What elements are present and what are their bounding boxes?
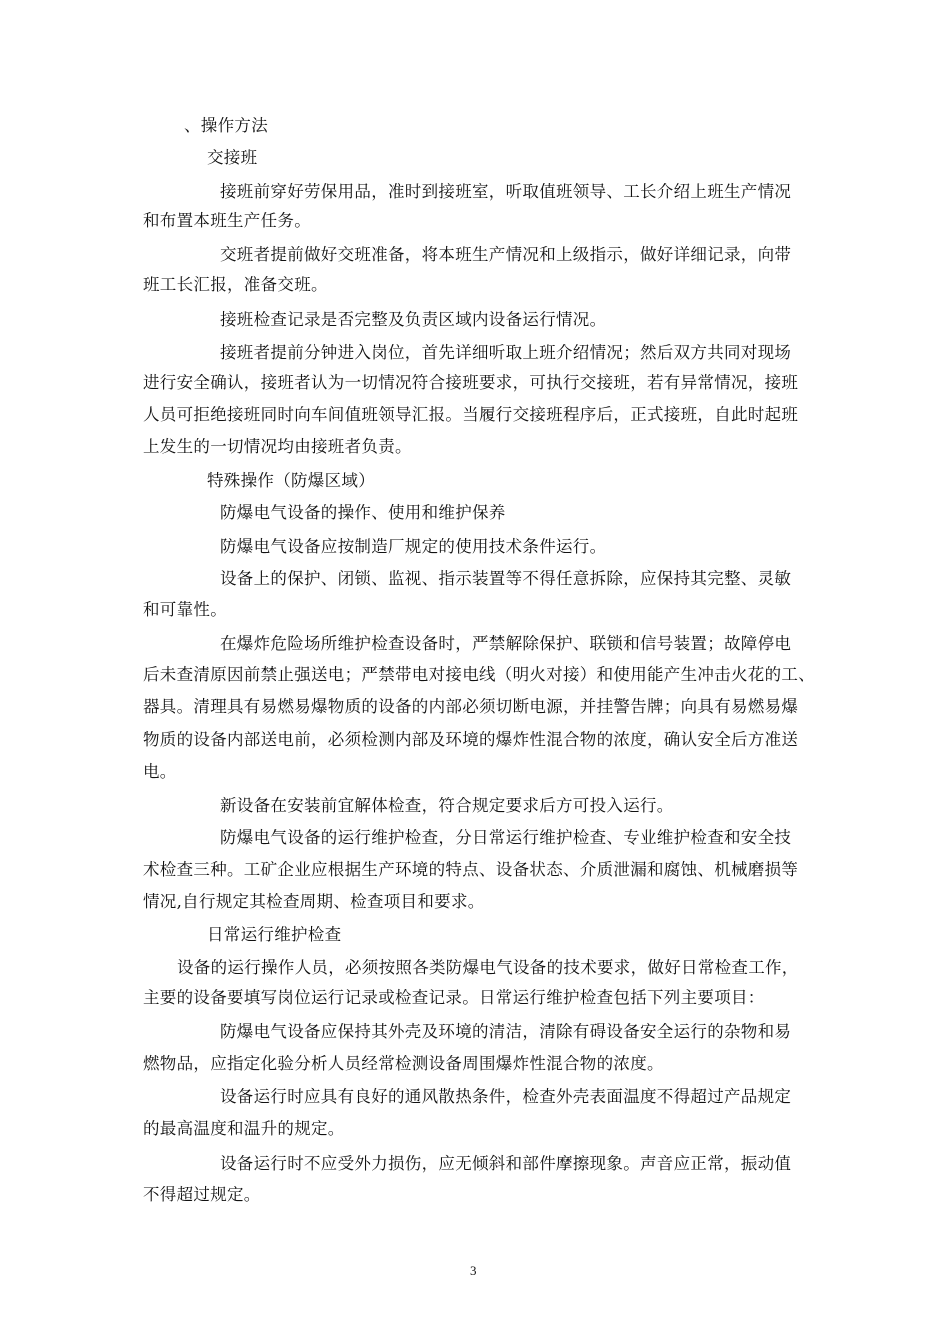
text-line: 防爆电气设备应按制造厂规定的使用技术条件运行。 — [220, 537, 607, 556]
text-line: 接班检查记录是否完整及负责区域内设备运行情况。 — [220, 310, 607, 329]
text-line: 设备的运行操作人员，必须按照各类防爆电气设备的技术要求，做好日常检查工作， — [177, 958, 799, 977]
text-line: 器具。清理具有易燃易爆物质的设备的内部必须切断电源，并挂警告牌；向具有易燃易爆 — [143, 697, 799, 716]
text-line: 设备运行时不应受外力损伤，应无倾斜和部件摩擦现象。声音应正常，振动值 — [220, 1154, 792, 1173]
text-line: 物质的设备内部送电前，必须检测内部及环境的爆炸性混合物的浓度，确认安全后方准送 — [143, 730, 799, 749]
text-line: 新设备在安装前宜解体检查，符合规定要求后方可投入运行。 — [220, 796, 674, 815]
text-line: 设备上的保护、闭锁、监视、指示装置等不得任意拆除，应保持其完整、灵敏 — [220, 569, 792, 588]
text-line: 接班者提前分钟进入岗位，首先详细听取上班介绍情况；然后双方共同对现场 — [220, 343, 792, 362]
text-line: 防爆电气设备的运行维护检查，分日常运行维护检查、专业维护检查和安全技 — [220, 828, 792, 847]
text-line: 情况,自行规定其检查周期、检查项目和要求。 — [143, 892, 485, 911]
subheading-special-operation: 特殊操作（防爆区域） — [207, 471, 375, 490]
page-number: 3 — [470, 1263, 477, 1278]
text-line: 班工长汇报，准备交班。 — [143, 275, 328, 294]
text-line: 在爆炸危险场所维护检查设备时，严禁解除保护、联锁和信号装置；故障停电 — [220, 634, 792, 653]
section-heading-operation-method: 、操作方法 — [184, 116, 268, 135]
text-line: 电。 — [143, 762, 177, 781]
text-line: 上发生的一切情况均由接班者负责。 — [143, 437, 412, 456]
text-line: 交班者提前做好交班准备，将本班生产情况和上级指示，做好详细记录，向带 — [220, 245, 792, 264]
text-line: 设备运行时应具有良好的通风散热条件，检查外壳表面温度不得超过产品规定 — [220, 1087, 792, 1106]
text-line: 不得超过规定。 — [143, 1185, 261, 1204]
text-line: 和布置本班生产任务。 — [143, 211, 311, 230]
subheading-shift-handover: 交接班 — [207, 148, 258, 167]
text-line: 进行安全确认，接班者认为一切情况符合接班要求，可执行交接班，若有异常情况，接班 — [143, 373, 799, 392]
subheading-explosion-proof-equipment: 防爆电气设备的操作、使用和维护保养 — [220, 503, 506, 522]
text-line: 接班前穿好劳保用品，准时到接班室，听取值班领导、工长介绍上班生产情况 — [220, 182, 792, 201]
text-line: 和可靠性。 — [143, 600, 227, 619]
text-line: 的最高温度和温升的规定。 — [143, 1119, 345, 1138]
text-line: 后未查清原因前禁止强送电；严禁带电对接电线（明火对接）和使用能产生冲击火花的工、 — [143, 665, 815, 684]
text-line: 主要的设备要填写岗位运行记录或检查记录。日常运行维护检查包括下列主要项目： — [143, 988, 765, 1007]
subheading-daily-maintenance: 日常运行维护检查 — [207, 925, 342, 944]
text-line: 人员可拒绝接班同时向车间值班领导汇报。当履行交接班程序后，正式接班，自此时起班 — [143, 405, 799, 424]
text-line: 燃物品，应指定化验分析人员经常检测设备周围爆炸性混合物的浓度。 — [143, 1054, 664, 1073]
text-line: 术检查三种。工矿企业应根据生产环境的特点、设备状态、介质泄漏和腐蚀、机械磨损等 — [143, 860, 799, 879]
text-line: 防爆电气设备应保持其外壳及环境的清洁，清除有碍设备安全运行的杂物和易 — [220, 1022, 792, 1041]
